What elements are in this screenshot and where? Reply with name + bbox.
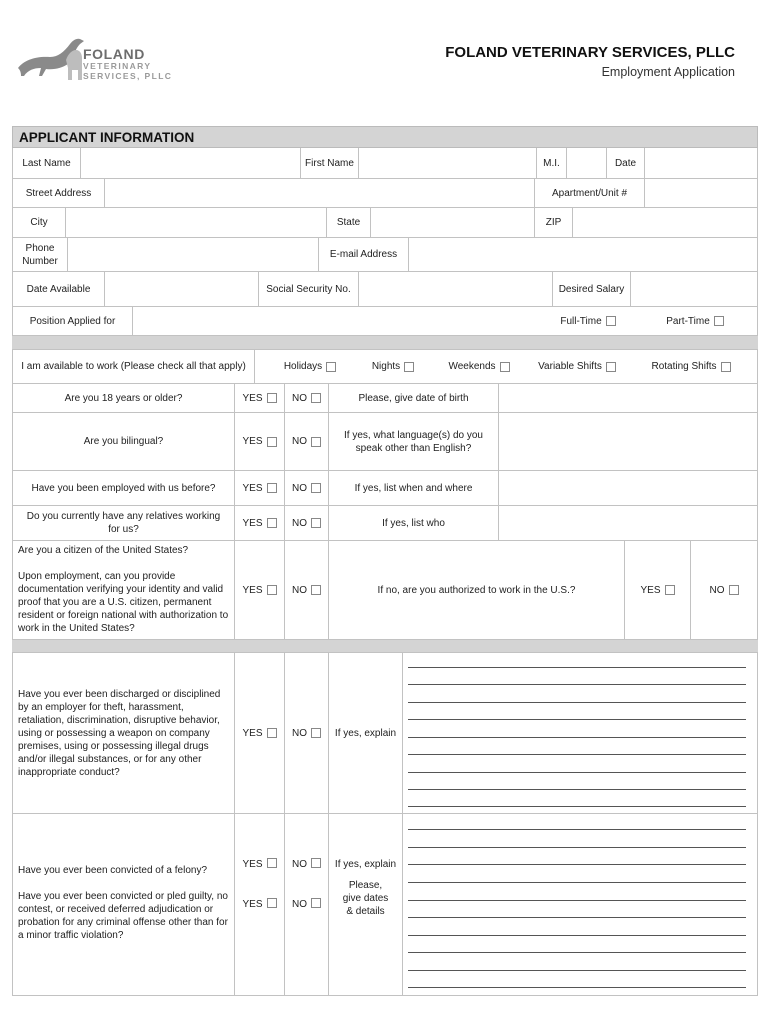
variable-option[interactable] <box>531 350 623 383</box>
relatives-row <box>12 506 758 541</box>
last-name-label: Last Name <box>13 148 81 178</box>
pled-question: Have you ever been convicted or pled guilty, no contest, or received deferred adjudication or probation for any criminal offense other than for a minor traffic violation? <box>18 891 228 941</box>
bilingual-yes[interactable] <box>235 413 285 470</box>
authorized-yes-label: YES <box>640 584 661 596</box>
citizen-yes-checkbox[interactable] <box>267 585 277 595</box>
discharged-yes[interactable] <box>235 653 285 813</box>
first-name-input[interactable] <box>359 148 537 178</box>
apt-label: Apartment/Unit # <box>535 179 645 207</box>
felony-yes-checkbox[interactable] <box>267 858 277 868</box>
answer-line[interactable] <box>408 864 746 865</box>
city-input[interactable] <box>66 208 327 237</box>
holidays-checkbox[interactable] <box>326 362 336 372</box>
bilingual-no[interactable] <box>285 413 329 470</box>
apt-input[interactable] <box>645 179 757 207</box>
state-label: State <box>327 208 371 237</box>
part-time-option[interactable] <box>659 307 731 335</box>
relatives-question: Do you currently have any relatives working for us? <box>13 506 235 540</box>
discharged-no-checkbox[interactable] <box>311 728 321 738</box>
availability-row <box>12 272 758 307</box>
salary-label: Desired Salary <box>553 272 631 306</box>
bilingual-question: Are you bilingual? <box>13 413 235 470</box>
part-time-label: Part-Time <box>666 315 710 327</box>
employed-yes-label: YES <box>242 482 263 494</box>
relatives-no-label: NO <box>292 517 307 529</box>
name-row <box>12 148 758 179</box>
position-row <box>12 307 758 336</box>
employed-no-label: NO <box>292 482 307 494</box>
relatives-followup-label: If yes, list who <box>329 506 499 540</box>
shift-row <box>12 349 758 384</box>
age-no-label: NO <box>292 392 307 404</box>
age-no[interactable] <box>285 384 329 412</box>
section-header <box>12 126 758 148</box>
date-available-label: Date Available <box>13 272 105 306</box>
citizen-no-label: NO <box>292 584 307 596</box>
phone-label <box>13 238 68 271</box>
position-input[interactable] <box>133 307 553 335</box>
rotating-option[interactable] <box>639 350 743 383</box>
answer-line[interactable] <box>408 970 746 971</box>
street-row <box>12 179 758 208</box>
felony-yes[interactable] <box>239 858 280 871</box>
felony-no[interactable] <box>289 858 324 871</box>
bilingual-yes-label: YES <box>242 436 263 447</box>
nights-option[interactable] <box>363 350 423 383</box>
relatives-yes[interactable] <box>235 506 285 540</box>
felony-no-cell <box>285 814 329 995</box>
discharged-no[interactable] <box>285 653 329 813</box>
phone-label-line1: Phone <box>25 242 55 254</box>
relatives-yes-checkbox[interactable] <box>267 518 277 528</box>
pled-yes-checkbox[interactable] <box>267 898 277 908</box>
answer-line[interactable] <box>408 917 746 918</box>
variable-checkbox[interactable] <box>606 362 616 372</box>
authorized-yes-checkbox[interactable] <box>665 585 675 595</box>
street-input[interactable] <box>105 179 535 207</box>
date-available-input[interactable] <box>105 272 259 306</box>
answer-line[interactable] <box>408 702 746 703</box>
answer-line[interactable] <box>408 772 746 773</box>
age-no-checkbox[interactable] <box>311 393 321 403</box>
employed-followup-label: If yes, list when and where <box>329 471 499 505</box>
full-time-option[interactable] <box>553 307 623 335</box>
answer-line[interactable] <box>408 719 746 720</box>
answer-line[interactable] <box>408 829 746 830</box>
dob-label: Please, give date of birth <box>329 384 499 412</box>
phone-label-line2: Number <box>22 255 58 267</box>
zip-input[interactable] <box>573 208 757 237</box>
felony-explain-lines[interactable] <box>408 814 746 996</box>
rotating-label: Rotating Shifts <box>651 361 717 372</box>
language-input[interactable] <box>499 413 757 470</box>
age-question: Are you 18 years or older? <box>13 384 235 412</box>
discharged-explain-lines[interactable] <box>408 652 746 814</box>
relatives-no[interactable] <box>285 506 329 540</box>
weekends-label: Weekends <box>448 361 496 372</box>
citizen-no[interactable] <box>285 541 329 639</box>
documentation-question: Upon employment, can you provide documentation verifying your identity and valid proof that you are a U.S. citizen, permanent resident or foreign national with authorization to work in the United States? <box>18 571 229 634</box>
age-yes-label: YES <box>242 392 263 404</box>
employed-yes-checkbox[interactable] <box>267 483 277 493</box>
mi-label: M.I. <box>537 148 567 178</box>
logo-name: FOLAND <box>83 46 145 62</box>
last-name-input[interactable] <box>81 148 301 178</box>
felony-yes-cell <box>235 814 285 995</box>
part-time-checkbox[interactable] <box>714 316 724 326</box>
discharged-question: Have you ever been discharged or disciplined by an employer for theft, harassment, retaliation, discrimination, disruptive behavior, using or possessing a weapon on company premises, using or possessing illegal drugs and/or illegal substances, or for any other inappropriate conduct? <box>13 653 235 813</box>
position-label: Position Applied for <box>13 307 133 335</box>
give-dates-label: Please, give dates & details <box>342 880 389 917</box>
felony-no-label: NO <box>292 859 307 870</box>
dob-input[interactable] <box>499 384 757 412</box>
pled-no-label: NO <box>292 899 307 910</box>
variable-label: Variable Shifts <box>538 361 602 372</box>
employed-row <box>12 471 758 506</box>
citizen-yes-label: YES <box>242 584 263 596</box>
felony-explain-cell <box>329 814 403 995</box>
company-name: FOLAND VETERINARY SERVICES, PLLC <box>445 44 735 61</box>
city-row <box>12 208 758 238</box>
employed-followup-input[interactable] <box>499 471 757 505</box>
discharged-explain-label: If yes, explain <box>329 653 403 813</box>
state-input[interactable] <box>371 208 535 237</box>
phone-input[interactable] <box>68 238 319 271</box>
answer-line[interactable] <box>408 667 746 668</box>
discharged-no-label: NO <box>292 727 307 739</box>
citizen-question-cell <box>13 541 235 639</box>
authorized-no-label: NO <box>709 584 725 596</box>
full-time-label: Full-Time <box>560 315 602 327</box>
available-prompt: I am available to work (Please check all that apply) <box>13 350 255 383</box>
authorized-label: If no, are you authorized to work in the U.S.? <box>329 541 625 639</box>
weekends-option[interactable] <box>438 350 520 383</box>
pled-no[interactable] <box>289 898 324 911</box>
answer-line[interactable] <box>408 806 746 807</box>
section-title: APPLICANT INFORMATION <box>19 130 195 145</box>
first-name-label: First Name <box>301 148 359 178</box>
relatives-no-checkbox[interactable] <box>311 518 321 528</box>
separator-bar <box>12 336 758 349</box>
discharged-yes-label: YES <box>242 727 263 739</box>
ssn-input[interactable] <box>359 272 553 306</box>
mi-input[interactable] <box>567 148 607 178</box>
full-time-checkbox[interactable] <box>606 316 616 326</box>
employed-question: Have you been employed with us before? <box>13 471 235 505</box>
relatives-followup-input[interactable] <box>499 506 757 540</box>
authorized-no-checkbox[interactable] <box>729 585 739 595</box>
zip-label: ZIP <box>535 208 573 237</box>
email-label: E-mail Address <box>319 238 409 271</box>
felony-no-checkbox[interactable] <box>311 858 321 868</box>
phone-row <box>12 238 758 272</box>
logo-sub-line1: VETERINARY <box>83 61 152 71</box>
ssn-label: Social Security No. <box>259 272 359 306</box>
felony-question: Have you ever been convicted of a felony? <box>18 865 208 876</box>
bilingual-row <box>12 413 758 471</box>
email-input[interactable] <box>409 238 757 271</box>
citizen-no-checkbox[interactable] <box>311 585 321 595</box>
felony-explain-label: If yes, explain <box>334 859 397 870</box>
rotating-checkbox[interactable] <box>721 362 731 372</box>
salary-input[interactable] <box>631 272 757 306</box>
answer-line[interactable] <box>408 789 746 790</box>
pled-no-checkbox[interactable] <box>311 898 321 908</box>
date-input[interactable] <box>645 148 757 178</box>
holidays-option[interactable] <box>275 350 345 383</box>
age-yes-checkbox[interactable] <box>267 393 277 403</box>
answer-line[interactable] <box>408 987 746 988</box>
answer-line[interactable] <box>408 847 746 848</box>
bilingual-no-label: NO <box>292 436 307 447</box>
bilingual-yes-checkbox[interactable] <box>267 437 277 447</box>
felony-yes-label: YES <box>242 859 263 870</box>
employed-yes[interactable] <box>235 471 285 505</box>
citizen-row <box>12 541 758 640</box>
employed-no[interactable] <box>285 471 329 505</box>
bilingual-no-checkbox[interactable] <box>311 437 321 447</box>
pled-yes[interactable] <box>239 898 280 911</box>
age-yes[interactable] <box>235 384 285 412</box>
street-label: Street Address <box>13 179 105 207</box>
relatives-yes-label: YES <box>242 517 263 529</box>
answer-line[interactable] <box>408 952 746 953</box>
answer-line[interactable] <box>408 882 746 883</box>
authorized-no[interactable] <box>691 541 757 639</box>
authorized-yes[interactable] <box>625 541 691 639</box>
pled-yes-label: YES <box>242 899 263 910</box>
age-row <box>12 384 758 413</box>
city-label: City <box>13 208 66 237</box>
answer-line[interactable] <box>408 935 746 936</box>
answer-line[interactable] <box>408 737 746 738</box>
separator-bar-2 <box>12 640 758 652</box>
citizen-yes[interactable] <box>235 541 285 639</box>
weekends-checkbox[interactable] <box>500 362 510 372</box>
felony-question-cell <box>13 814 235 995</box>
nights-checkbox[interactable] <box>404 362 414 372</box>
answer-line[interactable] <box>408 684 746 685</box>
discharged-yes-checkbox[interactable] <box>267 728 277 738</box>
answer-line[interactable] <box>408 900 746 901</box>
document-title: Employment Application <box>601 65 735 79</box>
nights-label: Nights <box>371 361 401 372</box>
answer-line[interactable] <box>408 754 746 755</box>
date-label: Date <box>607 148 645 178</box>
logo-subtitle <box>83 61 172 81</box>
logo-sub-line2: SERVICES, PLLC <box>83 71 173 81</box>
citizen-question: Are you a citizen of the United States? <box>18 545 189 556</box>
holidays-label: Holidays <box>283 361 323 372</box>
language-label: If yes, what language(s) do you speak other than English? <box>329 413 499 470</box>
employed-no-checkbox[interactable] <box>311 483 321 493</box>
